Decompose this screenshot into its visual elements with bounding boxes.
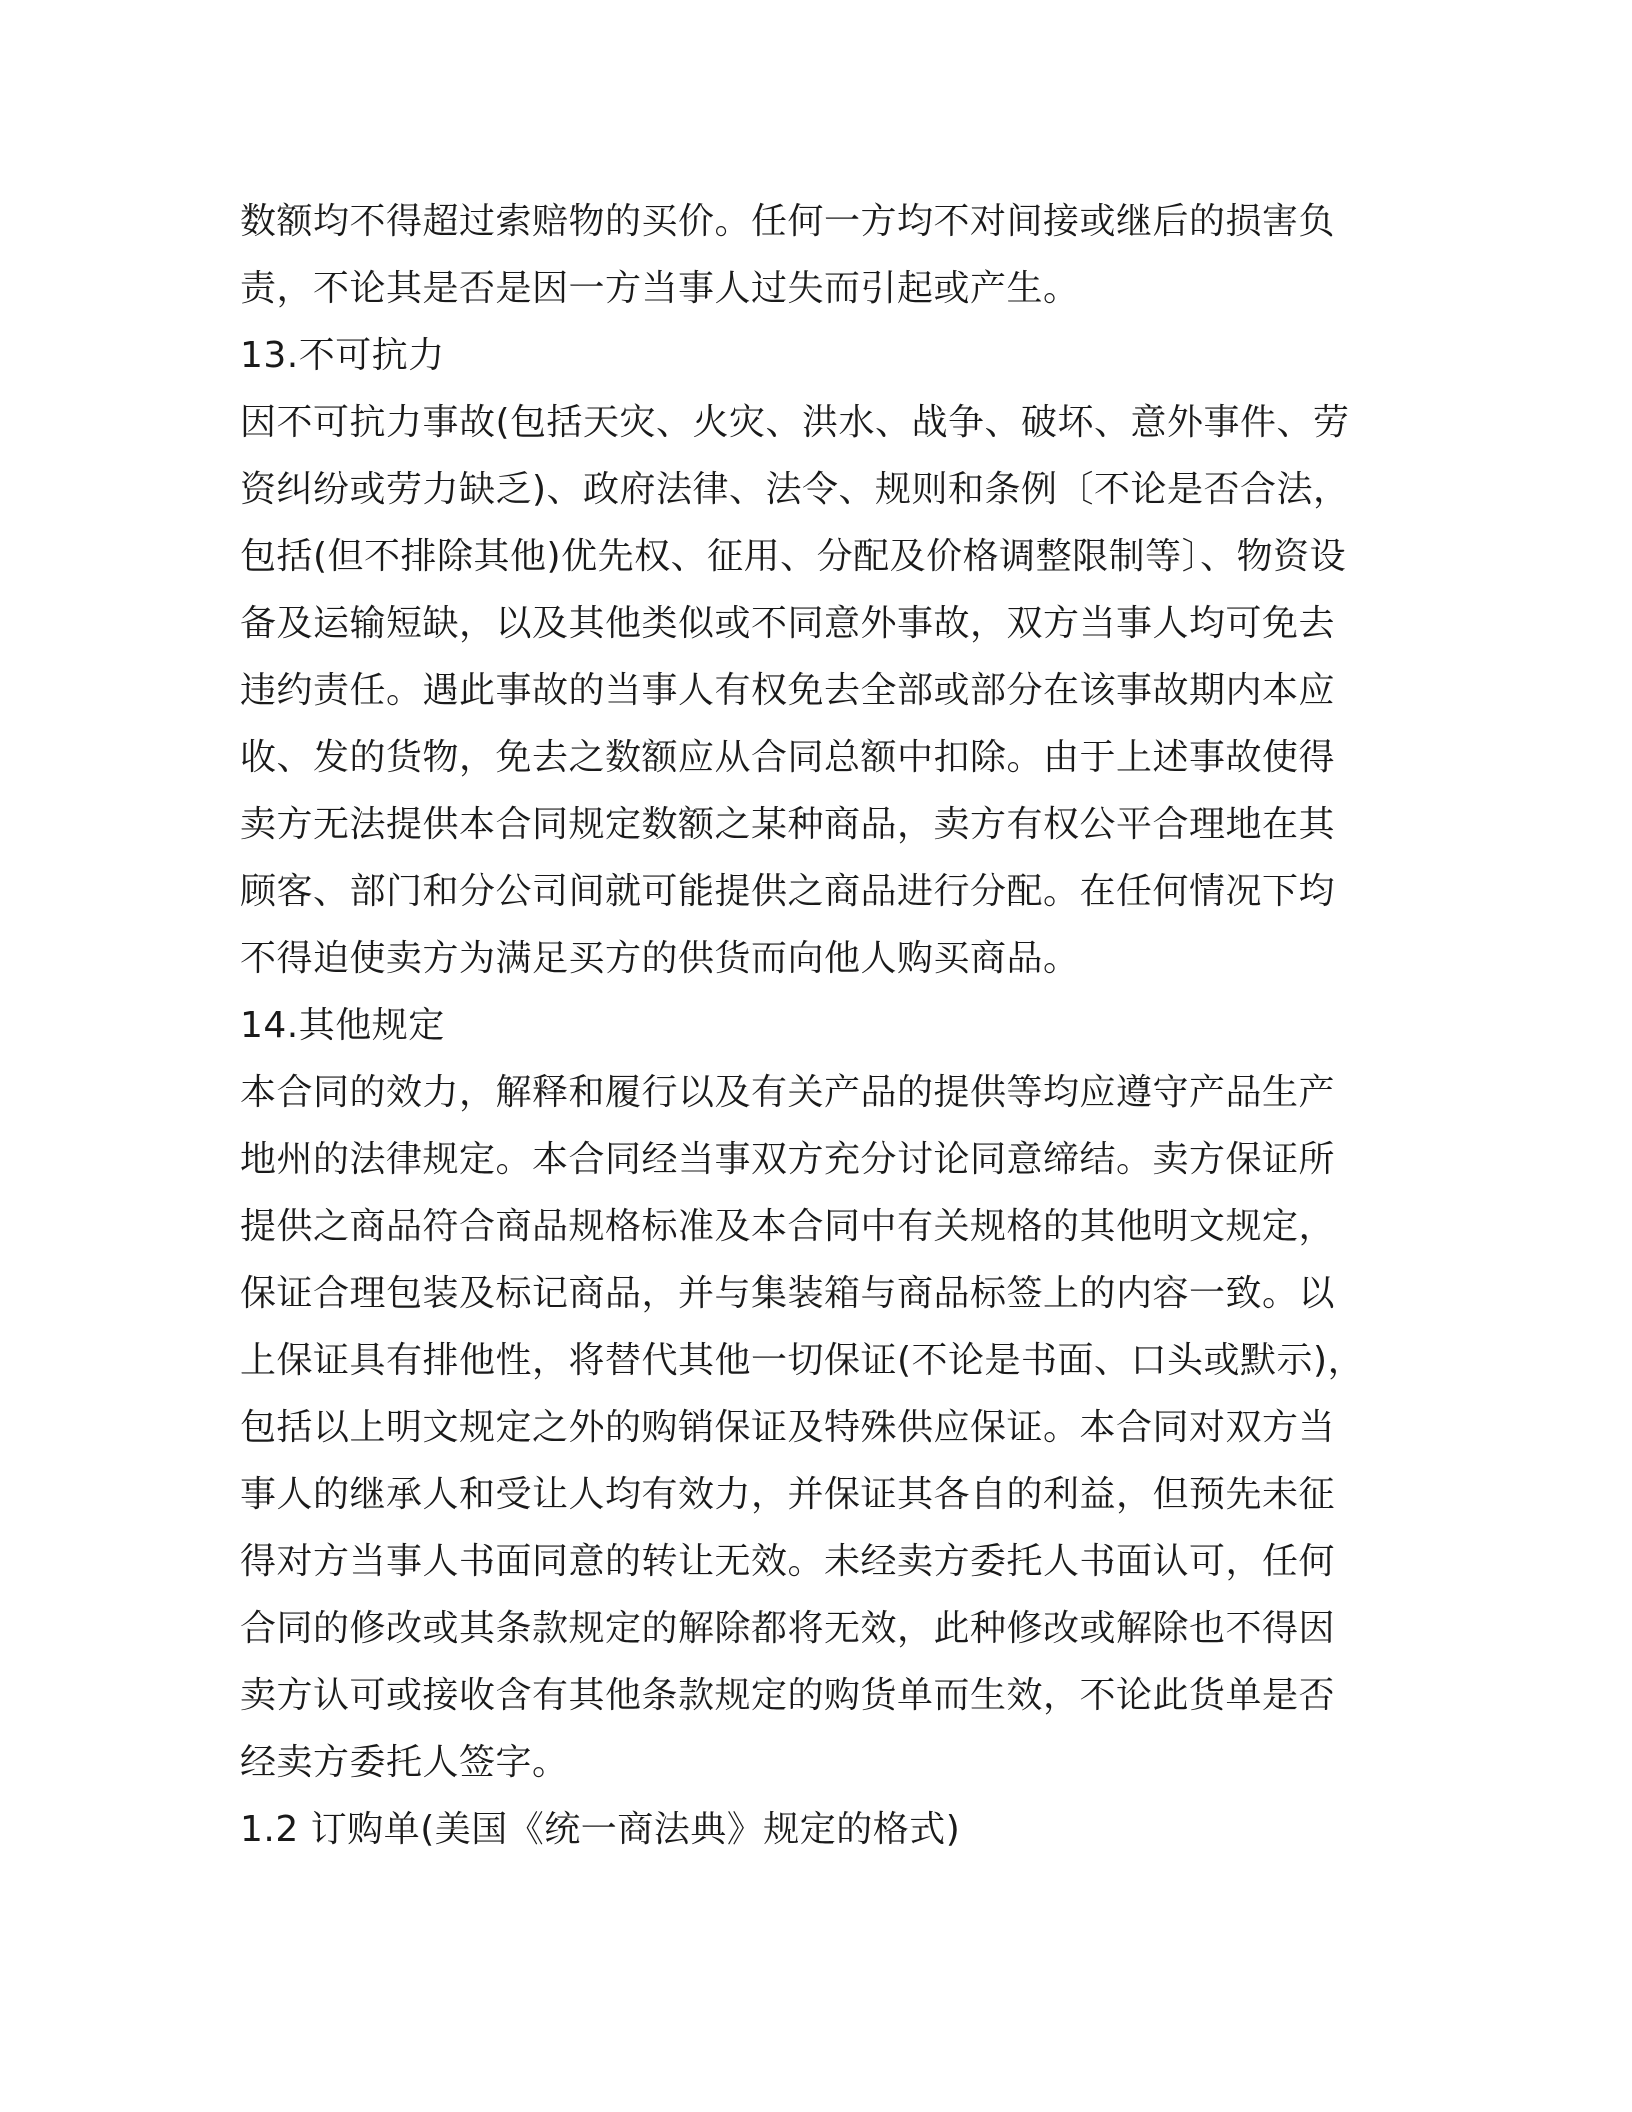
paragraph-line: 收、发的货物，免去之数额应从合同总额中扣除。由于上述事故使得: [240, 737, 1336, 778]
paragraph-line: 经卖方委托人签字。: [240, 1742, 569, 1783]
section-heading-force-majeure: 13.不可抗力: [240, 335, 445, 376]
paragraph-line: 因不可抗力事故(包括天灾、火灾、洪水、战争、破坏、意外事件、劳: [240, 402, 1350, 443]
paragraph-line: 合同的修改或其条款规定的解除都将无效，此种修改或解除也不得因: [240, 1608, 1336, 1649]
paragraph-line: 提供之商品符合商品规格标准及本合同中有关规格的其他明文规定，: [240, 1206, 1336, 1247]
paragraph-line: 地州的法律规定。本合同经当事双方充分讨论同意缔结。卖方保证所: [240, 1139, 1336, 1180]
paragraph-line: 包括以上明文规定之外的购销保证及特殊供应保证。本合同对双方当: [240, 1407, 1336, 1448]
paragraph-line: 保证合理包装及标记商品，并与集装箱与商品标签上的内容一致。以: [240, 1273, 1336, 1314]
paragraph-line: 不得迫使卖方为满足买方的供货而向他人购买商品。: [240, 938, 1080, 979]
paragraph-line: 顾客、部门和分公司间就可能提供之商品进行分配。在任何情况下均: [240, 871, 1336, 912]
paragraph-line: 事人的继承人和受让人均有效力，并保证其各自的利益，但预先未征: [240, 1474, 1336, 1515]
paragraph-line: 包括(但不排除其他)优先权、征用、分配及价格调整限制等〕、物资设: [240, 536, 1347, 577]
paragraph-line: 卖方认可或接收含有其他条款规定的购货单而生效，不论此货单是否: [240, 1675, 1336, 1716]
paragraph-line: 数额均不得超过索赔物的买价。任何一方均不对间接或继后的损害负: [240, 201, 1336, 242]
paragraph-line: 违约责任。遇此事故的当事人有权免去全部或部分在该事故期内本应: [240, 670, 1336, 711]
paragraph-line: 备及运输短缺，以及其他类似或不同意外事故，双方当事人均可免去: [240, 603, 1336, 644]
section-heading-other-provisions: 14.其他规定: [240, 1005, 445, 1046]
paragraph-line: 责，不论其是否是因一方当事人过失而引起或产生。: [240, 268, 1080, 309]
document-body: [240, 188, 1390, 1863]
section-heading-purchase-order: 1.2 订购单(美国《统一商法典》规定的格式): [240, 1809, 961, 1850]
paragraph-line: 卖方无法提供本合同规定数额之某种商品，卖方有权公平合理地在其: [240, 804, 1336, 845]
paragraph-line: 上保证具有排他性，将替代其他一切保证(不论是书面、口头或默示)，: [240, 1340, 1365, 1381]
paragraph-line: 得对方当事人书面同意的转让无效。未经卖方委托人书面认可，任何: [240, 1541, 1336, 1582]
paragraph-line: 本合同的效力，解释和履行以及有关产品的提供等均应遵守产品生产: [240, 1072, 1336, 1113]
paragraph-line: 资纠纷或劳力缺乏)、政府法律、法令、规则和条例〔不论是否合法，: [240, 469, 1350, 510]
